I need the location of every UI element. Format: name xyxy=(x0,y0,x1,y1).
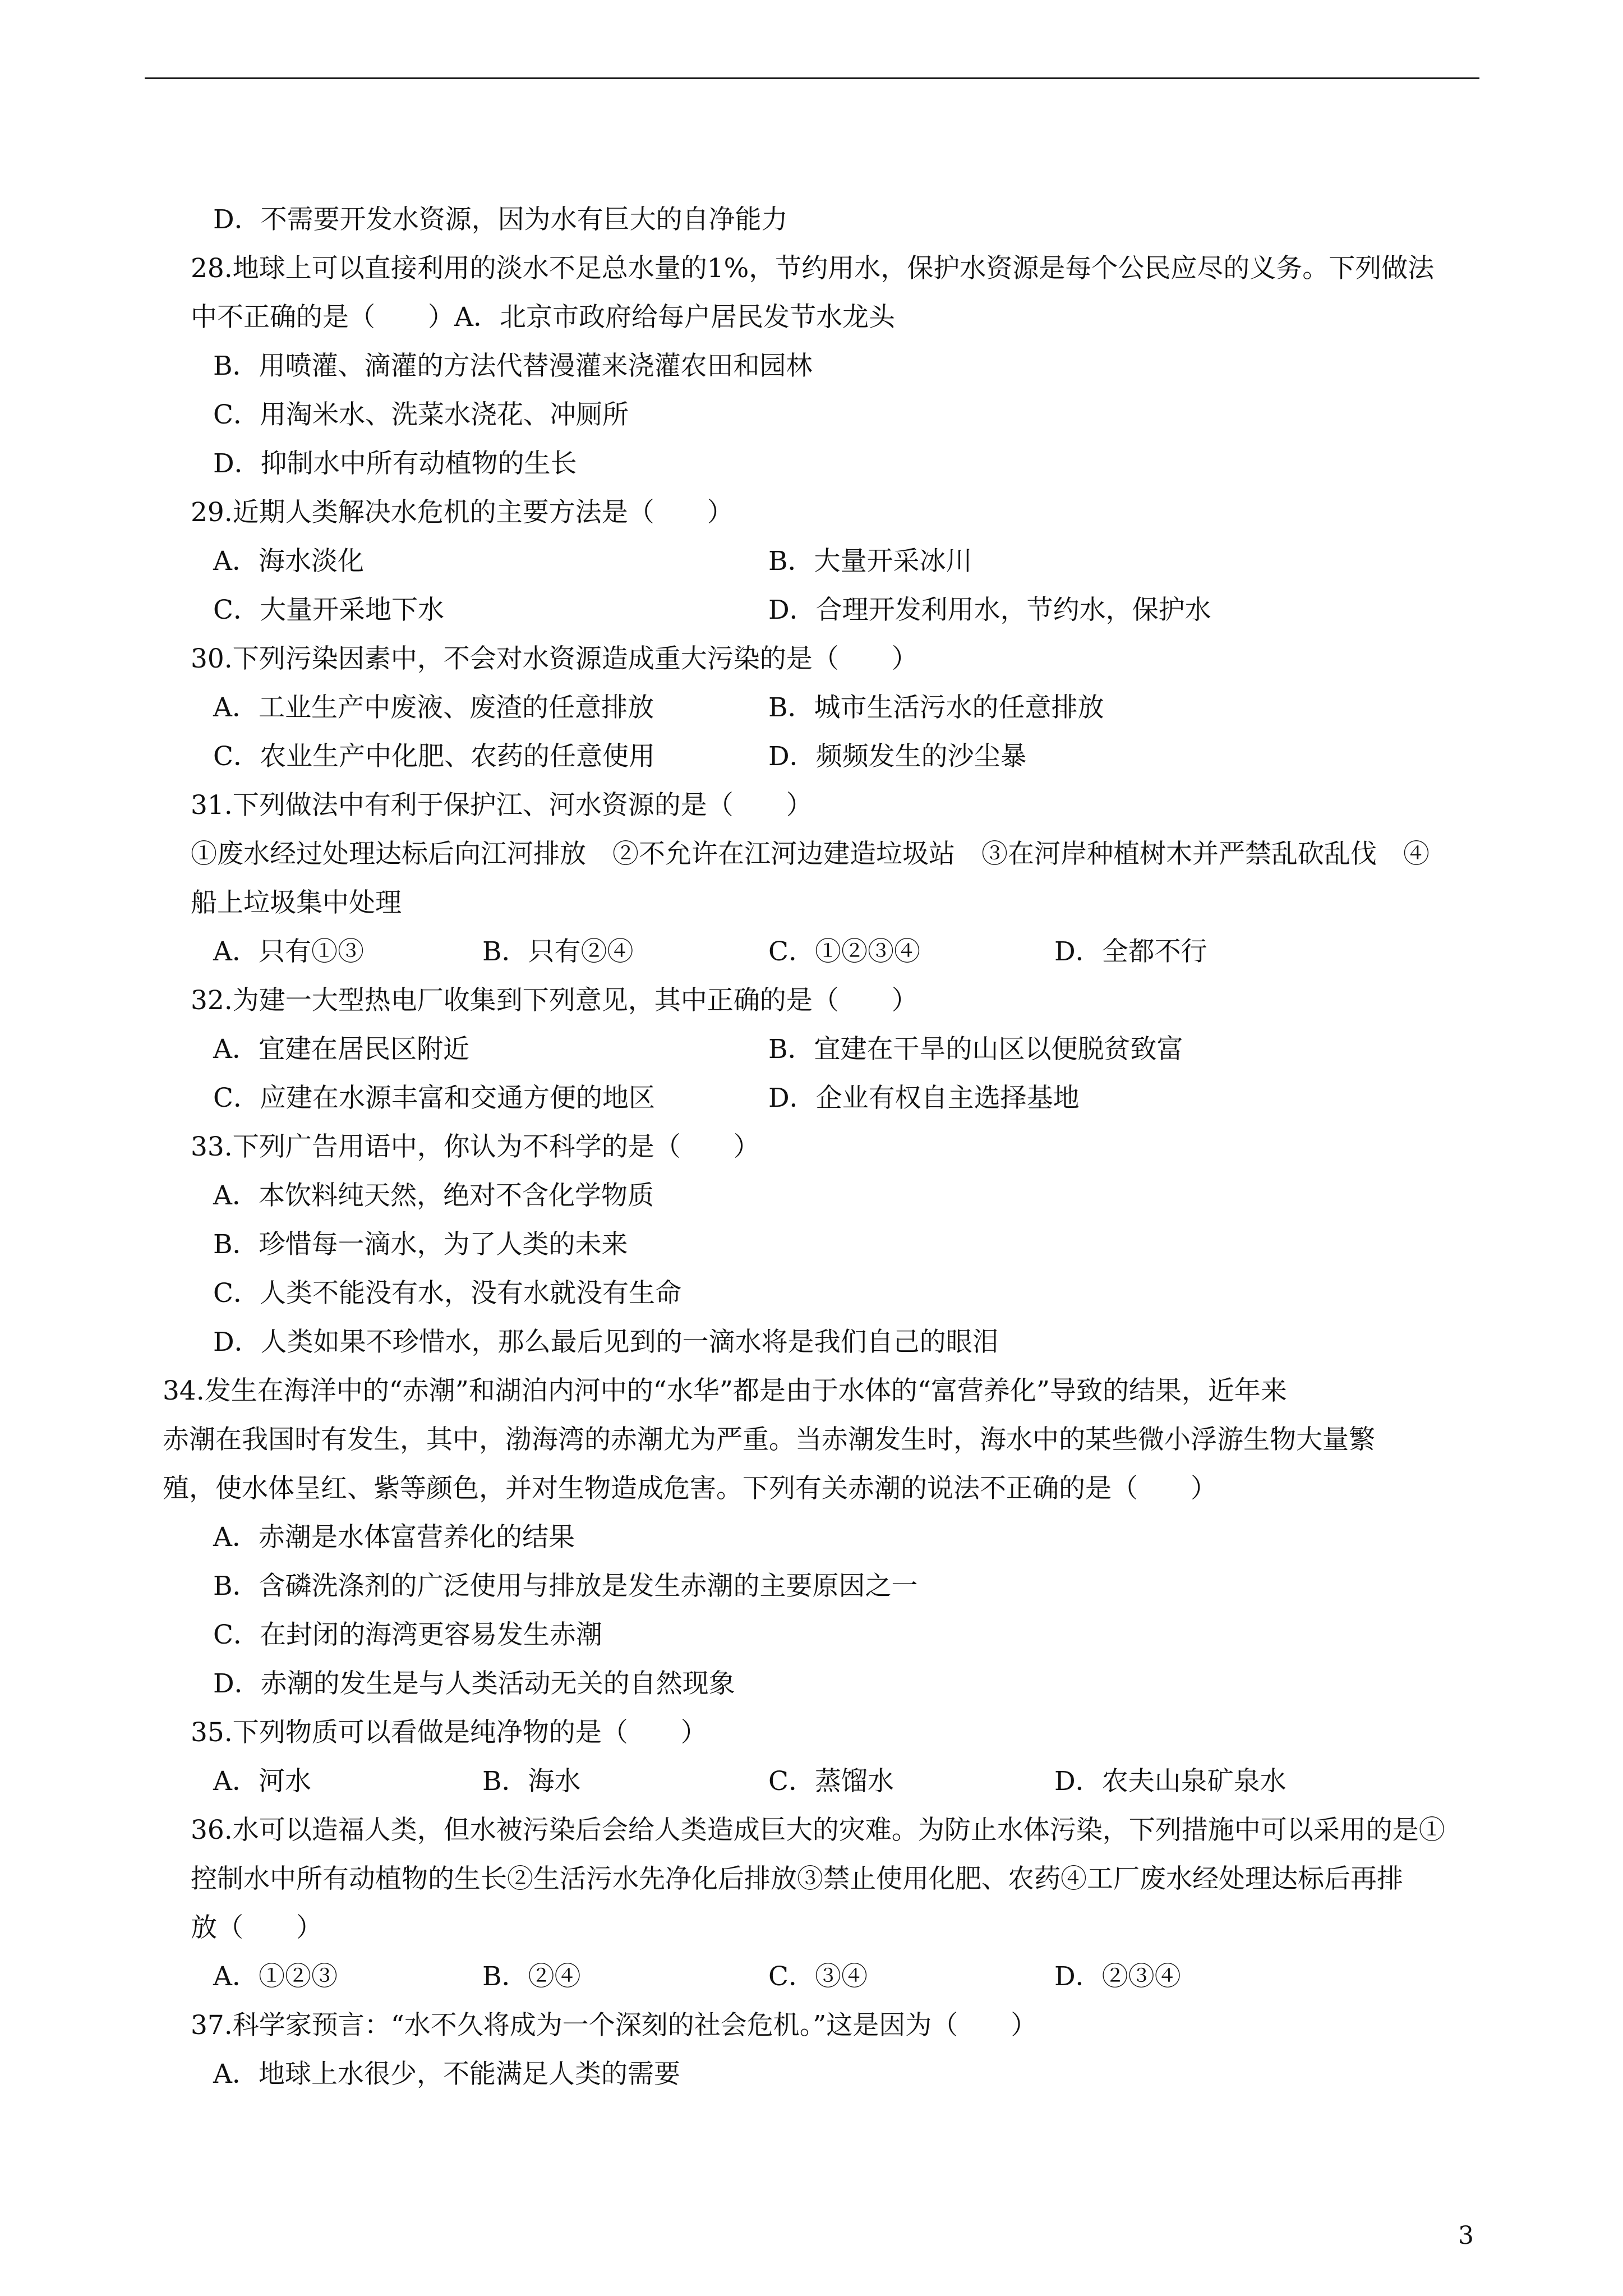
q35-option-d: D．农夫山泉矿泉水 xyxy=(1054,1766,1287,1797)
q34-option-d: D．赤潮的发生是与人类活动无关的自然现象 xyxy=(213,1668,735,1699)
q28-option-d: D．抑制水中所有动植物的生长 xyxy=(213,448,577,479)
q29-stem: 29.近期人类解决水危机的主要方法是（ ） xyxy=(191,497,734,528)
q29-option-d: D．合理开发利用水，节约水，保护水 xyxy=(768,595,1211,625)
q32-option-c: C．应建在水源丰富和交通方便的地区 xyxy=(213,1083,655,1114)
q27-option-d: D．不需要开发水资源，因为水有巨大的自净能力 xyxy=(213,204,788,235)
q32-option-b: B．宜建在干旱的山区以便脱贫致富 xyxy=(768,1034,1183,1065)
q34-stem-line3: 殖，使水体呈红、紫等颜色，并对生物造成危害。下列有关赤潮的说法不正确的是（ ） xyxy=(163,1473,1217,1504)
q30-option-d: D．频频发生的沙尘暴 xyxy=(768,741,1027,772)
q34-option-b: B．含磷洗涤剂的广泛使用与排放是发生赤潮的主要原因之一 xyxy=(213,1571,918,1602)
q33-stem: 33.下列广告用语中，你认为不科学的是（ ） xyxy=(191,1131,760,1162)
q36-stem-line1: 36.水可以造福人类，但水被污染后会给人类造成巨大的灾难。为防止水体污染，下列措施中可以采用的是① xyxy=(191,1815,1445,1846)
q33-option-d: D．人类如果不珍惜水，那么最后见到的一滴水将是我们自己的眼泪 xyxy=(213,1327,999,1358)
q35-option-b: B．海水 xyxy=(482,1766,581,1797)
q36-option-b: B．②④ xyxy=(482,1961,581,1992)
q34-option-a: A．赤潮是水体富营养化的结果 xyxy=(213,1522,575,1553)
q30-stem: 30.下列污染因素中，不会对水资源造成重大污染的是（ ） xyxy=(191,643,918,674)
q36-stem-line3: 放（ ） xyxy=(191,1912,322,1943)
q29-option-b: B．大量开采冰川 xyxy=(768,546,972,577)
q33-option-b: B．珍惜每一滴水，为了人类的未来 xyxy=(213,1229,628,1260)
q30-option-a: A．工业生产中废液、废渣的任意排放 xyxy=(213,692,654,723)
q35-option-a: A．河水 xyxy=(213,1766,311,1797)
q29-option-c: C．大量开采地下水 xyxy=(213,595,444,625)
q36-option-a: A．①②③ xyxy=(213,1961,338,1992)
q31-stem: 31.下列做法中有利于保护江、河水资源的是（ ） xyxy=(191,790,813,821)
q31-option-a: A．只有①③ xyxy=(213,936,364,967)
q32-stem: 32.为建一大型热电厂收集到下列意见，其中正确的是（ ） xyxy=(191,985,918,1016)
q36-stem-line2: 控制水中所有动植物的生长②生活污水先净化后排放③禁止使用化肥、农药④工厂废水经处理达标后再排 xyxy=(191,1864,1403,1894)
q28-stem-line2: 中不正确的是（ ）A．北京市政府给每户居民发节水龙头 xyxy=(191,302,895,333)
q30-option-b: B．城市生活污水的任意排放 xyxy=(768,692,1104,723)
header-rule xyxy=(145,77,1479,79)
q36-option-c: C．③④ xyxy=(768,1961,868,1992)
page-number: 3 xyxy=(1458,2221,1474,2250)
q33-option-a: A．本饮料纯天然，绝对不含化学物质 xyxy=(213,1180,654,1211)
q34-stem-line1: 34.发生在海洋中的“赤潮”和湖泊内河中的“水华”都是由于水体的“富营养化”导致的结果，近年来 xyxy=(163,1375,1287,1406)
q37-option-a: A．地球上水很少，不能满足人类的需要 xyxy=(213,2059,680,2090)
q28-option-b: B．用喷灌、滴灌的方法代替漫灌来浇灌农田和园林 xyxy=(213,351,813,381)
q32-option-d: D．企业有权自主选择基地 xyxy=(768,1083,1080,1114)
q31-items-line1: ①废水经过处理达标后向江河排放 ②不允许在江河边建造垃圾站 ③在河岸种植树木并严禁乱砍乱伐 ④ xyxy=(191,839,1430,869)
q30-option-c: C．农业生产中化肥、农药的任意使用 xyxy=(213,741,655,772)
q31-option-d: D．全都不行 xyxy=(1054,936,1207,967)
q35-stem: 35.下列物质可以看做是纯净物的是（ ） xyxy=(191,1717,707,1748)
q34-option-c: C．在封闭的海湾更容易发生赤潮 xyxy=(213,1619,602,1650)
q32-option-a: A．宜建在居民区附近 xyxy=(213,1034,469,1065)
q31-option-b: B．只有②④ xyxy=(482,936,634,967)
q28-option-c: C．用淘米水、洗菜水浇花、冲厕所 xyxy=(213,399,629,430)
q37-stem: 37.科学家预言：“水不久将成为一个深刻的社会危机。”这是因为（ ） xyxy=(191,2010,1038,2041)
q33-option-c: C．人类不能没有水，没有水就没有生命 xyxy=(213,1278,681,1309)
q34-stem-line2: 赤潮在我国时有发生，其中，渤海湾的赤潮尤为严重。当赤潮发生时，海水中的某些微小浮游生物大量繁 xyxy=(163,1424,1375,1455)
q36-option-d: D．②③④ xyxy=(1054,1961,1181,1992)
q31-option-c: C．①②③④ xyxy=(768,936,920,967)
q31-items-line2: 船上垃圾集中处理 xyxy=(191,887,402,918)
q35-option-c: C．蒸馏水 xyxy=(768,1766,894,1797)
q28-stem-line1: 28.地球上可以直接利用的淡水不足总水量的1%，节约用水，保护水资源是每个公民应尽的义务。下列做法 xyxy=(191,253,1435,284)
q29-option-a: A．海水淡化 xyxy=(213,546,364,577)
